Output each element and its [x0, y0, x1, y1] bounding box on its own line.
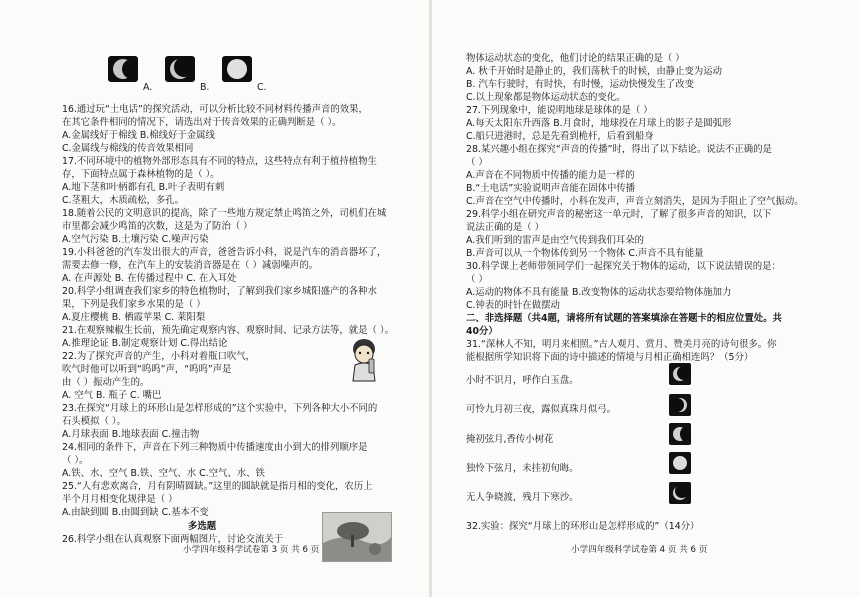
right-text-line-1: 物体运动状态的变化，他们讨论的结果正确的是（ ）	[466, 53, 685, 64]
left-text-line-16: 果，下列是我们家乡水果的是（ ）	[62, 299, 206, 310]
left-text-line-14: A. 在声源处 B. 在传播过程中 C. 在入耳处	[62, 273, 237, 284]
right-text-line-20: C.钟表的时针在做摆动	[466, 300, 560, 311]
left-text-line-29: A.铁、水、空气 B.铁、空气、水 C.空气、水、铁	[62, 468, 265, 479]
right-text-line-14: 说法正确的是（ ）	[466, 222, 544, 233]
left-text-line-26: A.月球表面 B.地球表面 C.撞击物	[62, 429, 200, 440]
left-text-line-2: 在其它条件相同的情况下，请选出对于传音效果的正确判断是（ ）。	[62, 117, 342, 128]
left-text-line-30: 25.“人有悲欢离合，月有阴晴圆缺。”这里的圆缺就是指月相的变化，农历上	[62, 481, 373, 492]
left-text-line-6: 存，下面特点属于森林植物的是（ ）。	[62, 169, 220, 180]
right-text-line-6: A.每天太阳东升西落 B.月食时，地球投在月球上的影子是圆弧形	[466, 118, 732, 129]
right-text-line-4: C.以上现象都是物体运动状态的变化。	[466, 92, 626, 103]
right-text-line-9: （ ）	[466, 157, 488, 168]
right-text-line-5: 27.下列现象中，能说明地球是球体的是（ ）	[466, 105, 653, 116]
left-text-line-20: 22.为了探究声音的产生，小科对着瓶口吹气，	[62, 351, 256, 362]
left-text-line-12: 19.小科爸爸的汽车发出很大的声音，爸爸告诉小科，说是汽车的消音器坏了，	[62, 247, 387, 258]
moon-phase-square-1	[669, 363, 691, 385]
left-text-line-1: 16.通过玩“土电话”的探究活动，可以分析比较不同材料传播声音的效果，	[62, 104, 368, 115]
moon-phase-square-3	[669, 423, 691, 445]
right-text-line-12: C.声音在空气中传播时，小科在发声，声音立刻消失，是因为手阻止了空气振动。	[466, 196, 804, 207]
right-text-line-21: 二、非选择题（共4题，请将所有试题的答案填涂在答题卡的相应位置处。共	[466, 313, 782, 324]
moon-phase-square-5	[669, 482, 691, 504]
left-text-line-10: 市里都会减少鸣笛的次数，这是为了防治（ ）	[62, 221, 253, 232]
moon-option-b: B.	[200, 82, 210, 93]
right-page	[432, 0, 860, 597]
poem-line-4: 独怜下弦月，未挂初旬晦。	[466, 463, 579, 474]
right-text-line-8: 28.某兴趣小组在探究“声音的传播”时，得出了以下结论。说法不正确的是	[466, 144, 772, 155]
left-text-line-18: 21.在观察辣椒生长前，预先确定观察内容、观察时间、记录方法等，就是（ ）。	[62, 325, 394, 336]
right-text-line-15: A.我们听到的雷声是由空气传到我们耳朵的	[466, 235, 644, 246]
left-text-line-7: A.地下茎和叶柄都有孔 B.叶子表明有刺	[62, 182, 225, 193]
left-text-line-28: （ ）。	[62, 455, 89, 466]
left-text-line-22: 由（ ）振动产生的。	[62, 377, 150, 388]
question-32: 32.实验：探究“月球上的环形山是怎样形成的”（14分）	[466, 521, 700, 532]
poem-line-2: 可怜九月初三夜，露似真珠月似弓。	[466, 404, 617, 415]
left-text-line-31: 半个月月相变化规律是（ ）	[62, 494, 178, 505]
observation-photo	[322, 512, 392, 562]
right-text-line-23: 31.“深林人不知，明月来相照。”古人观月、赏月、赞美月亮的诗句很多。你	[466, 339, 777, 350]
left-text-line-19: A.推理论证 B.制定观察计划 C.得出结论	[62, 338, 228, 349]
right-text-line-17: 30.科学课上老师带领同学们一起探究关于物体的运动，以下说法错误的是：	[466, 261, 781, 272]
moon-phase-image-b	[165, 56, 195, 82]
moon-phase-square-2	[669, 394, 691, 416]
left-text-line-23: A. 空气 B. 瓶子 C. 嘴巴	[62, 390, 162, 401]
left-text-line-17: A.夏庄樱桃 B. 栖霞苹果 C. 莱阳梨	[62, 312, 206, 323]
poem-line-5: 无人争晓渡，残月下寒沙。	[466, 492, 579, 503]
left-text-line-5: 17.不同环境中的植物外部形态具有不同的特点，这些特点有利于植持植物生	[62, 156, 377, 167]
right-text-line-18: （ ）	[466, 274, 488, 285]
left-text-line-34: 26.科学小组在认真观察下面两幅图片，讨论交流关于	[62, 534, 284, 545]
left-text-line-4: C.金属线与棉线的传音效果相同	[62, 143, 194, 154]
left-text-line-11: A.空气污染 B.土壤污染 C.噪声污染	[62, 234, 209, 245]
poem-line-1: 小时不识月，呼作白玉盘。	[466, 375, 579, 386]
moon-option-c: C.	[257, 82, 267, 93]
right-text-line-22: 40分）	[466, 326, 498, 337]
right-text-line-7: C.船只进港时，总是先看到桅杆，后看到船身	[466, 131, 654, 142]
right-text-line-3: B. 汽车行驶时，有时快，有时慢，运动快慢发生了改变	[466, 79, 695, 90]
left-text-line-32: A.由缺到圆 B.由圆到缺 C.基本不变	[62, 507, 209, 518]
left-text-line-3: A.金属线好于棉线 B.棉线好于金属线	[62, 130, 215, 141]
left-text-line-27: 24.相同的条件下，声音在下列三种物质中传播速度由小到大的排列顺序是	[62, 442, 368, 453]
left-text-line-9: 18.随着公民的文明意识的提高，除了一些地方规定禁止鸣笛之外，司机们在城	[62, 208, 387, 219]
right-text-line-19: A.运动的物体不具有能量 B.改变物体的运动状态要给物体施加力	[466, 287, 732, 298]
moon-phase-image-c	[222, 56, 252, 82]
moon-phase-image-a	[108, 56, 138, 82]
moon-phase-square-4	[669, 452, 691, 474]
right-text-line-10: A.声音在不同物质中传播的能力是一样的	[466, 170, 635, 181]
right-text-line-16: B.声音可以从一个物体传到另一个物体 C.声音不具有能量	[466, 248, 704, 259]
left-text-line-25: 石头模拟（ ）。	[62, 416, 126, 427]
boy-blowing-bottle-illustration	[345, 337, 383, 383]
left-text-line-8: C.茎粗大，木质疏松，多孔。	[62, 195, 185, 206]
left-text-line-21: 吹气时他可以听到“呜呜”声，“呜呜”声是	[62, 364, 232, 375]
right-text-line-13: 29.科学小组在研究声音的秘密这一单元时，了解了很多声音的知识，以下	[466, 209, 772, 220]
right-text-line-24: 能根据所学知识将下面的诗中描述的情境与月相正确相连吗？（5分）	[466, 352, 754, 363]
left-text-line-24: 23.在探究“月球上的环形山是怎样形成的”这个实验中，下列各种大小不同的	[62, 403, 378, 414]
right-text-line-11: B.“土电话”实验说明声音能在固体中传播	[466, 183, 636, 194]
left-text-line-15: 20.科学小组调查我们家乡的特色植物时，了解到我们家乡城阳盛产的各种水	[62, 286, 377, 297]
left-page-footer: 小学四年级科学试卷第 3 页 共 6 页	[183, 545, 320, 555]
moon-option-a: A.	[143, 82, 153, 93]
right-page-footer: 小学四年级科学试卷第 4 页 共 6 页	[571, 545, 708, 555]
left-text-line-33: 多选题	[188, 521, 217, 532]
right-text-line-2: A. 秋千开始时是静止的，我们荡秋千的时候，由静止变为运动	[466, 66, 722, 77]
poem-line-3: 掩初弦月,香传小树花	[466, 434, 554, 445]
left-text-line-13: 需要去修一修，在汽车上的安装消音器是在（ ）减弱噪声的。	[62, 260, 319, 271]
